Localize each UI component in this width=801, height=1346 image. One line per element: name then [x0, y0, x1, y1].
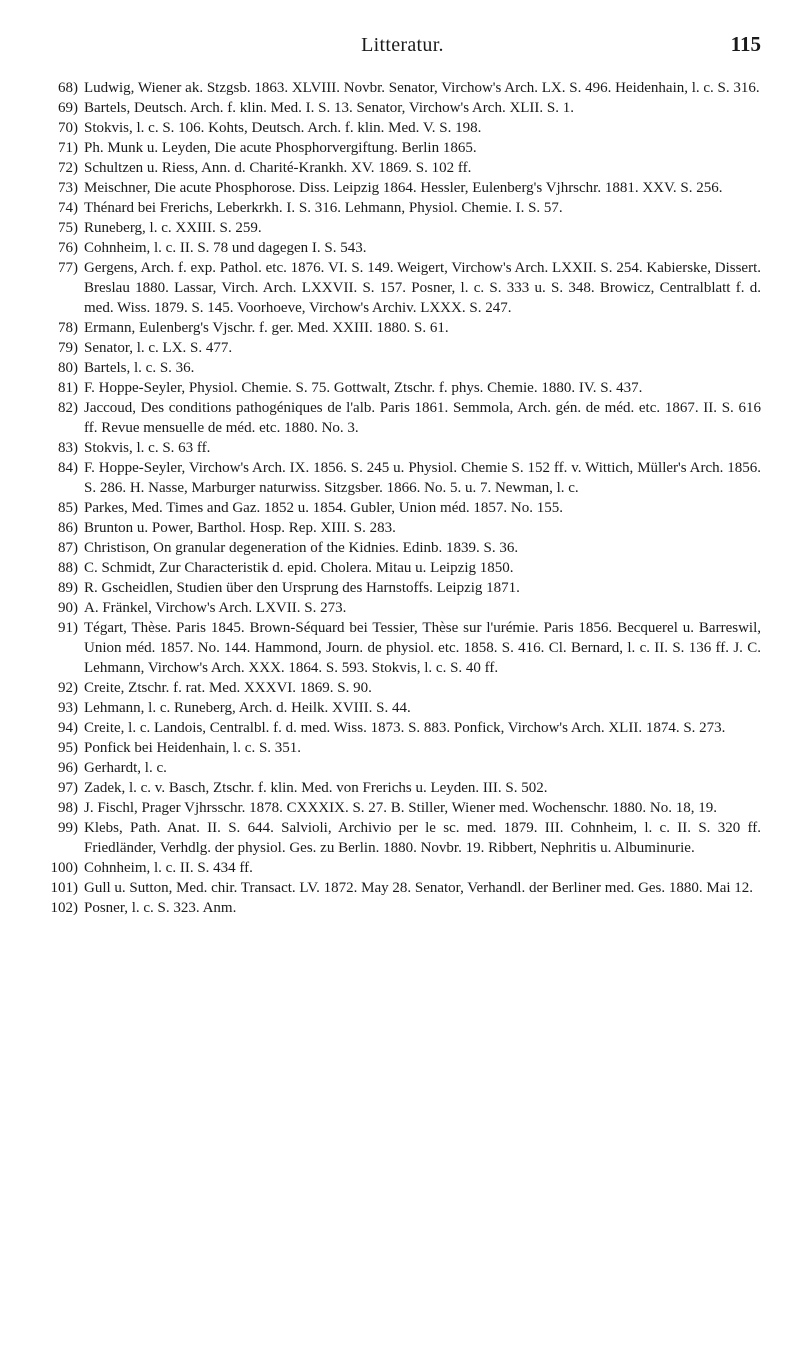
reference-text: Klebs, Path. Anat. II. S. 644. Salvioli, Archivio per le sc. med. 1879. III. Cohnheim, l. c. II. S. 320 ff. Friedländer, Verhdlg. der physiol. Ges. zu Berlin. 1880. Novbr. 19. Ribbert, Nephritis u. Albuminurie.	[84, 820, 761, 856]
reference-item	[44, 438, 761, 458]
reference-number: 90)	[58, 600, 78, 616]
reference-item	[44, 338, 761, 358]
reference-number: 74)	[58, 200, 78, 216]
reference-text: Ermann, Eulenberg's Vjschr. f. ger. Med. XXIII. 1880. S. 61.	[84, 320, 449, 336]
reference-number: 94)	[58, 720, 78, 736]
reference-text: Stokvis, l. c. S. 63 ff.	[84, 440, 211, 456]
reference-number: 101)	[50, 880, 78, 896]
reference-item	[44, 318, 761, 338]
reference-text: Cohnheim, l. c. II. S. 78 und dagegen I. S. 543.	[84, 240, 367, 256]
reference-text: A. Fränkel, Virchow's Arch. LXVII. S. 273.	[84, 600, 347, 616]
reference-item	[44, 758, 761, 778]
reference-text: Brunton u. Power, Barthol. Hosp. Rep. XIII. S. 283.	[84, 520, 396, 536]
reference-item	[44, 398, 761, 438]
reference-item	[44, 578, 761, 598]
reference-item	[44, 98, 761, 118]
reference-text: Bartels, l. c. S. 36.	[84, 360, 195, 376]
reference-number: 78)	[58, 320, 78, 336]
reference-item	[44, 698, 761, 718]
reference-list	[44, 78, 761, 918]
reference-number: 80)	[58, 360, 78, 376]
reference-number: 69)	[58, 100, 78, 116]
reference-item	[44, 878, 761, 898]
reference-number: 76)	[58, 240, 78, 256]
reference-text: Jaccoud, Des conditions pathogéniques de l'alb. Paris 1861. Semmola, Arch. gén. de méd. etc. 1867. II. S. 616 ff. Revue mensuelle de méd. etc. 1880. No. 3.	[84, 400, 761, 436]
reference-text: Thénard bei Frerichs, Leberkrkh. I. S. 316. Lehmann, Physiol. Chemie. I. S. 57.	[84, 200, 563, 216]
reference-number: 75)	[58, 220, 78, 236]
reference-item	[44, 818, 761, 858]
reference-text: Tégart, Thèse. Paris 1845. Brown-Séquard bei Tessier, Thèse sur l'urémie. Paris 1856. Becquerel u. Barreswil, Union méd. 1857. No. 144. Hammond, Journ. de physiol. etc. 1858. S. 416. Cl. Bernard, l. c. II. S. 136 ff. J. C. Lehmann, Virchow's Arch. XXX. 1864. S. 593. Stokvis, l. c. S. 40 ff.	[84, 620, 761, 676]
reference-item	[44, 198, 761, 218]
reference-number: 79)	[58, 340, 78, 356]
reference-item	[44, 258, 761, 318]
reference-text: Lehmann, l. c. Runeberg, Arch. d. Heilk. XVIII. S. 44.	[84, 700, 411, 716]
reference-text: Ponfick bei Heidenhain, l. c. S. 351.	[84, 740, 302, 756]
reference-item	[44, 118, 761, 138]
reference-text: Bartels, Deutsch. Arch. f. klin. Med. I. S. 13. Senator, Virchow's Arch. XLII. S. 1.	[84, 100, 575, 116]
reference-item	[44, 138, 761, 158]
reference-text: Creite, Ztschr. f. rat. Med. XXXVI. 1869. S. 90.	[84, 680, 372, 696]
reference-text: J. Fischl, Prager Vjhrsschr. 1878. CXXXIX. S. 27. B. Stiller, Wiener med. Wochenschr. 1880. No. 18, 19.	[84, 800, 717, 816]
reference-item	[44, 178, 761, 198]
reference-item	[44, 238, 761, 258]
reference-number: 84)	[58, 460, 78, 476]
running-title: Litteratur.	[361, 34, 444, 56]
reference-item	[44, 898, 761, 918]
reference-text: R. Gscheidlen, Studien über den Ursprung des Harnstoffs. Leipzig 1871.	[84, 580, 520, 596]
reference-text: Senator, l. c. LX. S. 477.	[84, 340, 233, 356]
reference-text: Creite, l. c. Landois, Centralbl. f. d. med. Wiss. 1873. S. 883. Ponfick, Virchow's Arch. XLII. 1874. S. 273.	[84, 720, 726, 736]
reference-text: C. Schmidt, Zur Characteristik d. epid. Cholera. Mitau u. Leipzig 1850.	[84, 560, 514, 576]
reference-item	[44, 778, 761, 798]
reference-number: 81)	[58, 380, 78, 396]
reference-item	[44, 218, 761, 238]
reference-number: 100)	[50, 860, 78, 876]
reference-item	[44, 718, 761, 738]
reference-number: 68)	[58, 80, 78, 96]
reference-text: Gerhardt, l. c.	[84, 760, 167, 776]
reference-number: 91)	[58, 620, 78, 636]
reference-item	[44, 678, 761, 698]
reference-item	[44, 618, 761, 678]
reference-text: Ph. Munk u. Leyden, Die acute Phosphorvergiftung. Berlin 1865.	[84, 140, 477, 156]
reference-number: 70)	[58, 120, 78, 136]
reference-text: F. Hoppe-Seyler, Virchow's Arch. IX. 1856. S. 245 u. Physiol. Chemie S. 152 ff. v. Wittich, Müller's Arch. 1856. S. 286. H. Nasse, Marburger naturwiss. Sitzgsber. 1866. No. 5. u. 7. Newman, l. c.	[84, 460, 761, 496]
page-number: 115	[730, 32, 761, 56]
reference-number: 93)	[58, 700, 78, 716]
reference-item	[44, 738, 761, 758]
reference-item	[44, 598, 761, 618]
reference-number: 77)	[58, 260, 78, 276]
reference-text: Christison, On granular degeneration of the Kidnies. Edinb. 1839. S. 36.	[84, 540, 519, 556]
reference-text: Ludwig, Wiener ak. Stzgsb. 1863. XLVIII. Novbr. Senator, Virchow's Arch. LX. S. 496. Heidenhain, l. c. S. 316.	[84, 80, 760, 96]
reference-number: 98)	[58, 800, 78, 816]
reference-item	[44, 558, 761, 578]
reference-text: F. Hoppe-Seyler, Physiol. Chemie. S. 75. Gottwalt, Ztschr. f. phys. Chemie. 1880. IV. S. 437.	[84, 380, 643, 396]
reference-number: 87)	[58, 540, 78, 556]
reference-text: Schultzen u. Riess, Ann. d. Charité-Krankh. XV. 1869. S. 102 ff.	[84, 160, 472, 176]
reference-text: Gergens, Arch. f. exp. Pathol. etc. 1876. VI. S. 149. Weigert, Virchow's Arch. LXXII. S. 254. Kabierske, Dissert. Breslau 1880. Lassar, Virch. Arch. LXXVII. S. 157. Posner, l. c. S. 333 u. S. 348. Browicz, Centralblatt f. d. med. Wiss. 1879. S. 145. Voorhoeve, Virchow's Archiv. LXXX. S. 247.	[84, 260, 761, 316]
reference-text: Posner, l. c. S. 323. Anm.	[84, 900, 237, 916]
reference-number: 97)	[58, 780, 78, 796]
reference-item	[44, 498, 761, 518]
reference-number: 71)	[58, 140, 78, 156]
reference-number: 72)	[58, 160, 78, 176]
reference-text: Runeberg, l. c. XXIII. S. 259.	[84, 220, 262, 236]
reference-number: 95)	[58, 740, 78, 756]
reference-text: Stokvis, l. c. S. 106. Kohts, Deutsch. Arch. f. klin. Med. V. S. 198.	[84, 120, 482, 136]
reference-number: 73)	[58, 180, 78, 196]
reference-number: 82)	[58, 400, 78, 416]
reference-number: 92)	[58, 680, 78, 696]
reference-text: Cohnheim, l. c. II. S. 434 ff.	[84, 860, 253, 876]
reference-number: 85)	[58, 500, 78, 516]
reference-number: 89)	[58, 580, 78, 596]
reference-item	[44, 518, 761, 538]
reference-item	[44, 158, 761, 178]
reference-item	[44, 358, 761, 378]
reference-number: 86)	[58, 520, 78, 536]
page-header	[44, 30, 761, 70]
reference-item	[44, 858, 761, 878]
reference-number: 96)	[58, 760, 78, 776]
reference-number: 88)	[58, 560, 78, 576]
reference-text: Gull u. Sutton, Med. chir. Transact. LV. 1872. May 28. Senator, Verhandl. der Berliner med. Ges. 1880. Mai 12.	[84, 880, 754, 896]
reference-text: Parkes, Med. Times and Gaz. 1852 u. 1854. Gubler, Union méd. 1857. No. 155.	[84, 500, 563, 516]
reference-item	[44, 78, 761, 98]
reference-text: Meischner, Die acute Phosphorose. Diss. Leipzig 1864. Hessler, Eulenberg's Vjhrschr. 1881. XXV. S. 256.	[84, 180, 723, 196]
reference-item	[44, 458, 761, 498]
reference-item	[44, 798, 761, 818]
reference-item	[44, 538, 761, 558]
reference-number: 102)	[50, 900, 78, 916]
reference-text: Zadek, l. c. v. Basch, Ztschr. f. klin. Med. von Frerichs u. Leyden. III. S. 502.	[84, 780, 548, 796]
reference-number: 83)	[58, 440, 78, 456]
reference-number: 99)	[58, 820, 78, 836]
reference-item	[44, 378, 761, 398]
